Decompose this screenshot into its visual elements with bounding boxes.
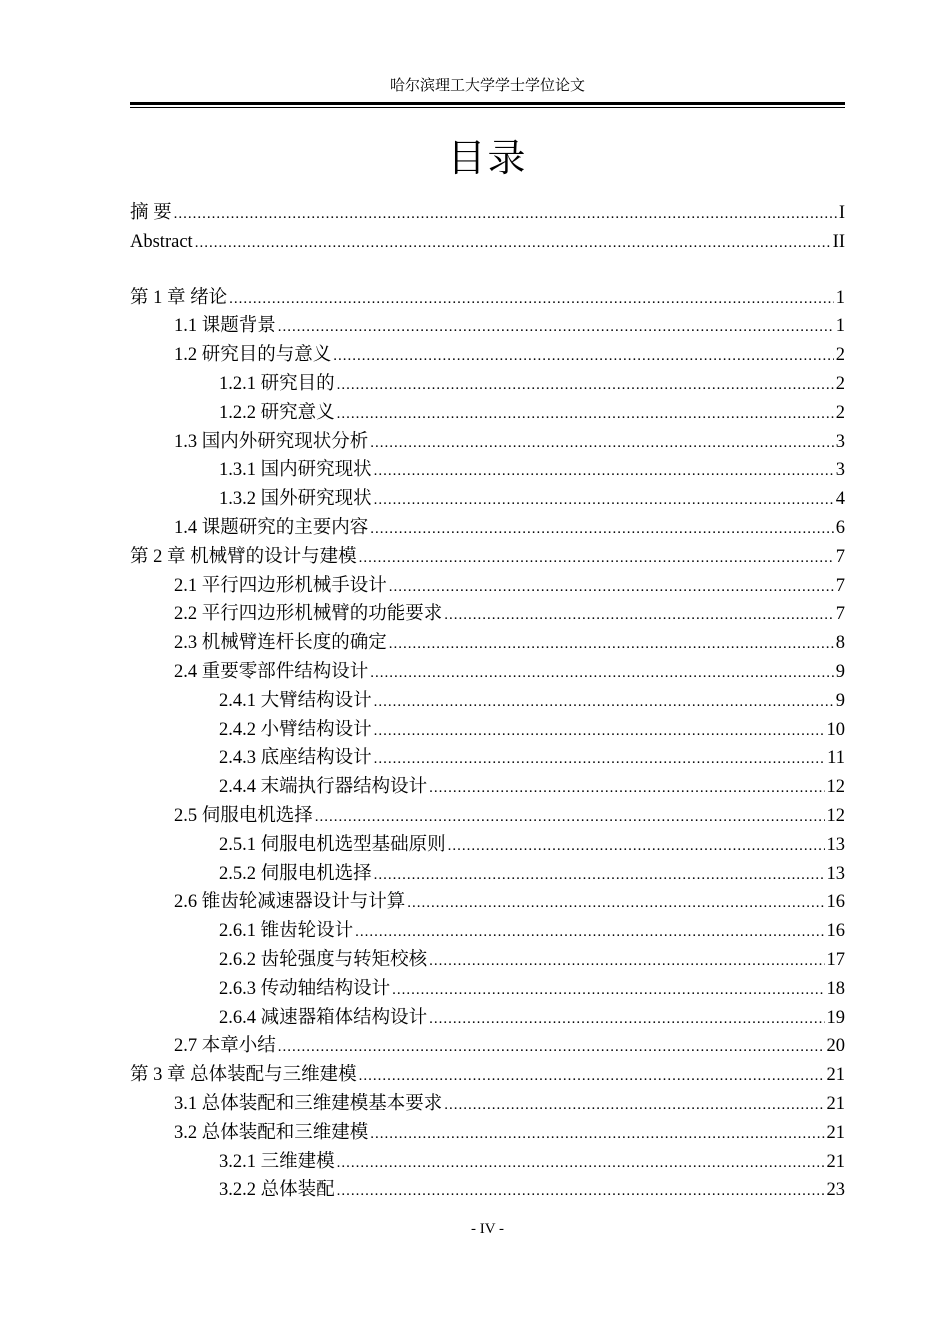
toc-entry-page: 17 — [826, 949, 845, 970]
toc-dot-leader — [337, 1177, 825, 1206]
toc-dot-leader — [429, 947, 824, 976]
toc-entry-page: 21 — [826, 1151, 845, 1172]
toc-entry-label: 1.1 课题背景 — [174, 316, 276, 337]
toc-entry-label: 2.4.2 小臂结构设计 — [219, 719, 372, 740]
toc-entry-label: 第 2 章 机械臂的设计与建模 — [130, 546, 357, 567]
toc-entry-page: 11 — [827, 748, 845, 769]
toc-dot-leader — [370, 515, 833, 544]
toc-entry-page: 2 — [835, 345, 845, 366]
toc-dot-leader — [359, 1062, 825, 1091]
toc-entry-label: 2.6.4 减速器箱体结构设计 — [219, 1007, 428, 1028]
toc-entry-label: 2.6.2 齿轮强度与转矩校核 — [219, 949, 428, 970]
toc-entry[interactable] — [130, 1004, 845, 1033]
toc-dot-leader — [389, 630, 834, 659]
toc-entry-label: 2.7 本章小结 — [174, 1036, 276, 1057]
toc-dot-leader — [370, 1120, 824, 1149]
toc-entry-label: 1.4 课题研究的主要内容 — [174, 517, 369, 538]
header-rule-thick — [130, 102, 845, 105]
toc-entry[interactable] — [130, 1176, 845, 1205]
toc-dot-leader — [374, 486, 834, 515]
toc-entry-page: 21 — [826, 1122, 845, 1143]
toc-entry-page: 10 — [826, 719, 845, 740]
toc-entry[interactable] — [130, 428, 845, 457]
toc-dot-leader — [355, 918, 824, 947]
page-header: 哈尔滨理工大学学士学位论文 — [389, 78, 585, 94]
table-of-contents — [130, 199, 845, 1205]
toc-entry-page: 23 — [826, 1180, 845, 1201]
toc-entry[interactable] — [130, 860, 845, 889]
toc-entry-label: 2.6.1 锥齿轮设计 — [219, 921, 354, 942]
toc-dot-leader — [370, 429, 833, 458]
toc-entry-label: Abstract — [130, 231, 193, 252]
toc-entry-page: 13 — [826, 863, 845, 884]
toc-entry-label: 1.3 国内外研究现状分析 — [174, 431, 369, 452]
toc-entry-label: 第 3 章 总体装配与三维建模 — [130, 1065, 357, 1086]
toc-dot-leader — [374, 861, 825, 890]
toc-entry-label: 2.4 重要零部件结构设计 — [174, 661, 369, 682]
toc-dot-leader — [374, 457, 834, 486]
toc-entry[interactable] — [130, 744, 845, 773]
toc-entry[interactable] — [130, 600, 845, 629]
toc-entry-page: I — [838, 203, 845, 223]
toc-dot-leader — [429, 774, 824, 803]
toc-entry-page: 9 — [835, 661, 845, 682]
toc-dot-leader — [429, 1005, 824, 1034]
toc-entry-page: 1 — [835, 287, 845, 308]
toc-entry-page: 9 — [835, 690, 845, 711]
toc-entry[interactable] — [130, 572, 845, 601]
toc-dot-leader — [448, 832, 825, 861]
toc-entry[interactable] — [130, 312, 845, 341]
toc-entry-label: 3.2.2 总体装配 — [219, 1180, 335, 1201]
toc-entry-label: 2.4.4 末端执行器结构设计 — [219, 777, 428, 798]
toc-entry-page: 2 — [835, 402, 845, 423]
toc-entry-page: II — [832, 231, 845, 252]
toc-dot-leader — [337, 1149, 825, 1178]
toc-entry-label: 2.4.3 底座结构设计 — [219, 748, 372, 769]
toc-entry-page: 18 — [826, 978, 845, 999]
toc-entry-page: 13 — [826, 834, 845, 855]
toc-entry-page: 21 — [826, 1093, 845, 1114]
toc-entry[interactable] — [130, 888, 845, 917]
toc-entry[interactable] — [130, 831, 845, 860]
toc-entry[interactable] — [130, 514, 845, 543]
toc-entry-label: 2.1 平行四边形机械手设计 — [174, 575, 387, 596]
toc-entry-label: 3.1 总体装配和三维建模基本要求 — [174, 1093, 443, 1114]
toc-entry-page: 16 — [826, 892, 845, 913]
toc-dot-leader — [278, 313, 834, 342]
page-number: - IV - — [470, 1221, 505, 1237]
toc-entry[interactable] — [130, 485, 845, 514]
toc-entry[interactable] — [130, 1119, 845, 1148]
toc-entry-page: 19 — [826, 1007, 845, 1028]
toc-entry[interactable] — [130, 543, 845, 572]
toc-dot-leader — [392, 976, 824, 1005]
toc-entry-label: 摘 要 — [130, 203, 172, 223]
toc-dot-leader — [389, 573, 834, 602]
toc-entry-page: 7 — [835, 604, 845, 625]
toc-entry-page: 8 — [835, 633, 845, 654]
toc-entry-page: 12 — [826, 805, 845, 826]
toc-entry[interactable] — [130, 716, 845, 745]
toc-dot-leader — [444, 601, 833, 630]
toc-entry[interactable] — [130, 1090, 845, 1119]
toc-entry-page: 6 — [835, 517, 845, 538]
toc-entry[interactable] — [130, 456, 845, 485]
toc-entry-page: 20 — [826, 1036, 845, 1057]
toc-entry-label: 3.2.1 三维建模 — [219, 1151, 335, 1172]
toc-dot-leader — [374, 688, 834, 717]
toc-entry-page: 12 — [826, 777, 845, 798]
toc-dot-leader — [337, 400, 834, 429]
toc-entry-page: 2 — [835, 373, 845, 394]
header-rule-thin — [130, 107, 845, 108]
toc-entry-label: 2.5.2 伺服电机选择 — [219, 863, 372, 884]
toc-entry[interactable] — [130, 1061, 845, 1090]
toc-entry-label: 3.2 总体装配和三维建模 — [174, 1122, 369, 1143]
toc-entry-label: 2.5.1 伺服电机选型基础原则 — [219, 834, 446, 855]
toc-entry[interactable] — [130, 658, 845, 687]
toc-entry-page: 7 — [835, 575, 845, 596]
toc-entry[interactable] — [130, 370, 845, 399]
toc-entry-page: 3 — [835, 431, 845, 452]
toc-entry[interactable] — [130, 629, 845, 658]
toc-entry-page: 3 — [835, 460, 845, 481]
toc-dot-leader — [374, 717, 825, 746]
toc-entry[interactable] — [130, 687, 845, 716]
toc-entry-label: 1.3.1 国内研究现状 — [219, 460, 372, 481]
toc-dot-leader — [337, 371, 834, 400]
toc-dot-leader — [370, 659, 833, 688]
toc-title: 目录 — [447, 136, 528, 180]
toc-entry-label: 1.2 研究目的与意义 — [174, 345, 332, 366]
toc-entry[interactable] — [130, 228, 845, 257]
toc-entry-page: 16 — [826, 921, 845, 942]
toc-dot-leader — [407, 889, 824, 918]
toc-entry[interactable] — [130, 946, 845, 975]
toc-dot-leader — [229, 285, 834, 314]
toc-dot-leader — [174, 200, 837, 229]
toc-entry-label: 1.2.1 研究目的 — [219, 373, 335, 394]
toc-dot-leader — [333, 342, 833, 371]
toc-entry-label: 2.5 伺服电机选择 — [174, 805, 313, 826]
toc-entry[interactable] — [130, 399, 845, 428]
toc-entry[interactable] — [130, 773, 845, 802]
toc-entry[interactable] — [130, 1148, 845, 1177]
toc-dot-leader — [315, 803, 825, 832]
toc-entry-label: 第 1 章 绪论 — [130, 287, 228, 308]
toc-dot-leader — [278, 1033, 825, 1062]
toc-entry[interactable] — [130, 917, 845, 946]
toc-dot-leader — [374, 745, 826, 774]
toc-entry[interactable] — [130, 1032, 845, 1061]
toc-dot-leader — [195, 229, 831, 258]
toc-entry-label: 2.2 平行四边形机械臂的功能要求 — [174, 604, 443, 625]
toc-entry[interactable] — [130, 341, 845, 370]
toc-entry-label: 1.3.2 国外研究现状 — [219, 489, 372, 510]
toc-entry-label: 2.4.1 大臂结构设计 — [219, 690, 372, 711]
toc-entry-page: 21 — [826, 1065, 845, 1086]
toc-entry-label: 2.6.3 传动轴结构设计 — [219, 978, 391, 999]
toc-entry[interactable] — [130, 284, 845, 313]
toc-entry[interactable] — [130, 199, 845, 228]
toc-dot-leader — [359, 544, 834, 573]
toc-entry-page: 7 — [835, 546, 845, 567]
toc-entry[interactable] — [130, 802, 845, 831]
toc-entry-page: 4 — [835, 489, 845, 510]
toc-entry-label: 2.6 锥齿轮减速器设计与计算 — [174, 892, 406, 913]
toc-entry[interactable] — [130, 975, 845, 1004]
toc-entry-page: 1 — [835, 316, 845, 337]
toc-entry-label: 1.2.2 研究意义 — [219, 402, 335, 423]
toc-entry-label: 2.3 机械臂连杆长度的确定 — [174, 633, 387, 654]
toc-dot-leader — [444, 1091, 824, 1120]
